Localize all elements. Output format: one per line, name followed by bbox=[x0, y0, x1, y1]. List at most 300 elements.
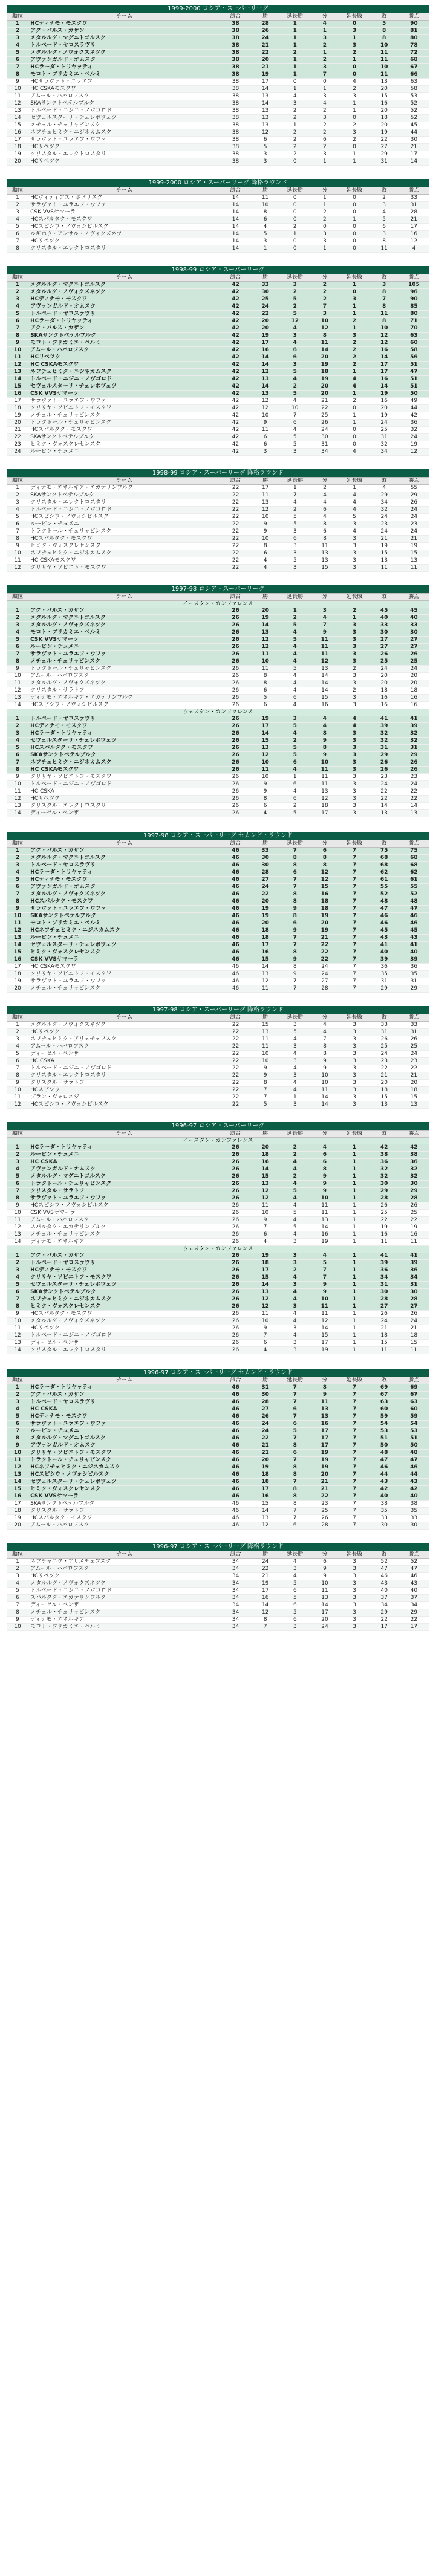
stat-cell: 5 bbox=[250, 144, 280, 151]
stat-cell: 46 bbox=[221, 1471, 250, 1479]
stat-cell: 26 bbox=[399, 651, 429, 658]
stat-cell: 7 bbox=[339, 1486, 369, 1493]
stat-cell: 46 bbox=[369, 913, 399, 920]
team-name: HCラーダ・トリヤッティ bbox=[28, 1144, 221, 1152]
table-row bbox=[7, 788, 429, 796]
rank-cell: 6 bbox=[7, 752, 28, 759]
stat-cell: 3 bbox=[340, 550, 369, 557]
stat-cell: 23 bbox=[310, 1501, 339, 1508]
stat-cell: 0 bbox=[339, 405, 369, 412]
stat-cell: 43 bbox=[399, 1580, 429, 1588]
rank-cell: 5 bbox=[7, 1051, 28, 1058]
stat-cell: 1 bbox=[339, 151, 369, 158]
stat-cell: 26 bbox=[221, 1202, 250, 1210]
stat-cell: 17 bbox=[399, 224, 429, 231]
stat-cell: 31 bbox=[369, 434, 399, 441]
stat-cell: 6 bbox=[280, 920, 310, 927]
table-row bbox=[7, 289, 429, 296]
stat-cell: 26 bbox=[221, 796, 250, 803]
standings-table bbox=[7, 1369, 429, 1530]
stat-cell: 3 bbox=[339, 651, 369, 658]
rank-cell: 5 bbox=[7, 1413, 28, 1421]
stat-cell: 54 bbox=[399, 1421, 429, 1428]
stat-cell: 18 bbox=[369, 115, 399, 122]
column-header: 延長敗 bbox=[340, 478, 369, 485]
stat-cell: 25 bbox=[369, 658, 399, 666]
team-name: セヴェルスターリ・チェレポヴェツ bbox=[28, 1282, 221, 1289]
table-title-bar bbox=[7, 5, 429, 13]
stat-cell: 3 bbox=[339, 774, 369, 781]
team-name: HCスピシウ・ノヴォシビルスク bbox=[28, 224, 221, 231]
table-row bbox=[7, 376, 429, 383]
stat-cell: 0 bbox=[280, 158, 310, 166]
stat-cell: 3 bbox=[280, 282, 310, 289]
stat-cell: 28 bbox=[310, 985, 339, 993]
rank-cell: 13 bbox=[7, 108, 28, 115]
stat-cell: 10 bbox=[310, 1195, 339, 1202]
team-name: モロト・プリカミエ・ペルミ bbox=[28, 340, 221, 347]
stat-cell: 7 bbox=[280, 1399, 310, 1406]
stat-cell: 22 bbox=[221, 1080, 250, 1087]
stat-cell: 5 bbox=[280, 637, 310, 644]
stat-cell: 8 bbox=[280, 1501, 310, 1508]
stat-cell: 3 bbox=[369, 231, 399, 238]
stat-cell: 36 bbox=[369, 1159, 399, 1166]
column-header: 勝 bbox=[250, 840, 280, 848]
stat-cell: 3 bbox=[369, 282, 399, 289]
rank-cell: 10 bbox=[7, 781, 28, 788]
stat-cell: 39 bbox=[399, 723, 429, 730]
stat-cell: 10 bbox=[310, 1580, 339, 1588]
table-row bbox=[7, 245, 429, 253]
stat-cell: 34 bbox=[369, 1602, 399, 1609]
table-row bbox=[7, 144, 429, 151]
stat-cell: 66 bbox=[399, 71, 429, 79]
stat-cell: 22 bbox=[250, 50, 280, 57]
stat-cell: 38 bbox=[369, 1152, 399, 1159]
rank-cell: 6 bbox=[7, 1421, 28, 1428]
table-title: 1997-98 ロシア・スーパーリーグ セカンド・ラウンド bbox=[7, 832, 429, 840]
stat-cell: 48 bbox=[369, 1450, 399, 1457]
stat-cell: 24 bbox=[399, 514, 429, 521]
stat-cell: 0 bbox=[339, 441, 369, 449]
column-header: 延長敗 bbox=[339, 840, 369, 848]
column-header: 勝点 bbox=[399, 478, 429, 485]
stat-cell: 31 bbox=[399, 1282, 429, 1289]
stat-cell: 1 bbox=[339, 1303, 369, 1311]
stat-cell: 62 bbox=[399, 869, 429, 877]
stat-cell: 7 bbox=[339, 1508, 369, 1515]
stat-cell: 3 bbox=[340, 1595, 369, 1602]
column-header: 試合 bbox=[221, 594, 250, 601]
stat-cell: 2 bbox=[310, 108, 339, 115]
stat-cell: 2 bbox=[369, 195, 399, 202]
stat-cell: 1 bbox=[280, 35, 310, 42]
stat-cell: 42 bbox=[221, 420, 250, 427]
stat-cell: 3 bbox=[280, 528, 310, 536]
stat-cell: 45 bbox=[399, 927, 429, 935]
stat-cell: 3 bbox=[280, 1101, 310, 1109]
stat-cell: 7 bbox=[339, 964, 369, 971]
stat-cell: 9 bbox=[250, 788, 280, 796]
stat-cell: 8 bbox=[310, 521, 339, 528]
stat-cell: 1 bbox=[339, 1224, 369, 1231]
rank-cell: 6 bbox=[7, 644, 28, 651]
column-header: 勝 bbox=[250, 1014, 280, 1022]
stat-cell: 22 bbox=[221, 1058, 250, 1065]
stat-cell: 1 bbox=[280, 86, 310, 93]
stat-cell: 62 bbox=[369, 869, 399, 877]
stat-cell: 22 bbox=[221, 565, 250, 572]
stat-cell: 1 bbox=[339, 1289, 369, 1296]
stat-cell: 90 bbox=[399, 296, 429, 303]
stat-cell: 15 bbox=[310, 1332, 339, 1340]
stat-cell: 4 bbox=[280, 1289, 310, 1296]
stat-cell: 29 bbox=[399, 492, 429, 499]
stat-cell: 11 bbox=[310, 1087, 339, 1094]
stat-cell: 22 bbox=[221, 528, 250, 536]
rank-cell: 12 bbox=[7, 100, 28, 108]
stat-cell: 51 bbox=[399, 362, 429, 369]
table-row bbox=[7, 492, 429, 499]
stat-cell: 24 bbox=[250, 884, 280, 891]
table-row bbox=[7, 296, 429, 303]
stat-cell: 52 bbox=[399, 108, 429, 115]
table-row bbox=[7, 1144, 429, 1152]
rank-cell: 22 bbox=[7, 434, 28, 441]
stat-cell: 2 bbox=[280, 383, 310, 391]
stat-cell: 26 bbox=[399, 1311, 429, 1318]
stat-cell: 18 bbox=[310, 803, 339, 810]
table-row bbox=[7, 1282, 429, 1289]
team-name: サラヴァト・ユラエフ・ウファ bbox=[28, 137, 221, 144]
table-row bbox=[7, 716, 429, 723]
stat-cell: 4 bbox=[280, 702, 310, 709]
stat-cell: 46 bbox=[221, 869, 250, 877]
table-row bbox=[7, 1435, 429, 1442]
stat-cell: 26 bbox=[221, 1260, 250, 1267]
stat-cell: 26 bbox=[221, 1188, 250, 1195]
stat-cell: 6 bbox=[250, 550, 280, 557]
rank-cell: 5 bbox=[7, 745, 28, 752]
stat-cell: 22 bbox=[399, 796, 429, 803]
stat-cell: 16 bbox=[310, 702, 339, 709]
stat-cell: 67 bbox=[369, 1392, 399, 1399]
stat-cell: 8 bbox=[280, 862, 310, 869]
column-header: 試合 bbox=[221, 1131, 250, 1138]
stat-cell: 45 bbox=[399, 608, 429, 615]
team-name: HCディナモ・モスクワ bbox=[28, 1413, 221, 1421]
stat-cell: 20 bbox=[399, 680, 429, 687]
stat-cell: 67 bbox=[399, 64, 429, 71]
stat-cell: 32 bbox=[369, 507, 399, 514]
stat-cell: 37 bbox=[399, 1595, 429, 1602]
stat-cell: 3 bbox=[339, 333, 369, 340]
stat-cell: 1 bbox=[310, 50, 339, 57]
team-name: HC CSKA bbox=[28, 1159, 221, 1166]
team-name: モロト・プリカミエ・ペルミ bbox=[28, 1624, 221, 1631]
stat-cell: 15 bbox=[250, 956, 280, 964]
stat-cell: 3 bbox=[340, 1087, 369, 1094]
stat-cell: 10 bbox=[250, 658, 280, 666]
stat-cell: 60 bbox=[369, 1406, 399, 1413]
team-name: サラヴァト・ユラエフ・ウファ bbox=[28, 398, 221, 405]
stat-cell: 13 bbox=[250, 376, 280, 383]
stat-cell: 3 bbox=[340, 1080, 369, 1087]
stat-cell: 26 bbox=[221, 1303, 250, 1311]
team-name: ネフチェヒミク・ニジネカムスク bbox=[28, 369, 221, 376]
stat-cell: 55 bbox=[369, 884, 399, 891]
stat-cell: 26 bbox=[399, 1202, 429, 1210]
stat-cell: 26 bbox=[221, 1217, 250, 1224]
stat-cell: 4 bbox=[280, 1166, 310, 1173]
stat-cell: 17 bbox=[250, 723, 280, 730]
stat-cell: 27 bbox=[369, 644, 399, 651]
stat-cell: 19 bbox=[310, 1464, 339, 1471]
stat-cell: 4 bbox=[280, 687, 310, 695]
table-row bbox=[7, 891, 429, 898]
stat-cell: 3 bbox=[340, 1602, 369, 1609]
stat-cell: 38 bbox=[369, 1501, 399, 1508]
stat-cell: 12 bbox=[280, 318, 310, 325]
team-name: クリスタル・サラトフ bbox=[28, 687, 221, 695]
stat-cell: 25 bbox=[310, 1508, 339, 1515]
stat-cell: 6 bbox=[369, 224, 399, 231]
team-name: アムール・ハバロフスク bbox=[28, 1043, 221, 1051]
stat-cell: 3 bbox=[340, 1101, 369, 1109]
stat-cell: 42 bbox=[221, 369, 250, 376]
stat-cell: 30 bbox=[369, 1181, 399, 1188]
stat-cell: 15 bbox=[250, 738, 280, 745]
column-header: 勝 bbox=[250, 478, 280, 485]
stat-cell: 7 bbox=[339, 1428, 369, 1435]
stat-cell: 9 bbox=[310, 629, 339, 637]
team-name: HCスパルタク・モスクワ bbox=[28, 1515, 221, 1522]
table-row bbox=[7, 1036, 429, 1043]
stat-cell: 1 bbox=[339, 391, 369, 398]
team-name: メチェル・チェリャビンスク bbox=[28, 1609, 221, 1617]
stat-cell: 40 bbox=[369, 615, 399, 622]
stat-cell: 3 bbox=[250, 151, 280, 158]
stat-cell: 11 bbox=[250, 427, 280, 434]
stat-cell: 17 bbox=[250, 942, 280, 949]
stat-cell: 6 bbox=[250, 1340, 280, 1347]
stat-cell: 27 bbox=[369, 144, 399, 151]
rank-cell: 7 bbox=[7, 1065, 28, 1072]
table-row bbox=[7, 869, 429, 877]
team-name: トルペード・ヤロスラヴリ bbox=[28, 862, 221, 869]
stat-cell: 47 bbox=[399, 369, 429, 376]
team-name: HCリペツク bbox=[28, 238, 221, 245]
rank-cell: 19 bbox=[7, 151, 28, 158]
stat-cell: 0 bbox=[310, 224, 339, 231]
stat-cell: 32 bbox=[399, 738, 429, 745]
table-row bbox=[7, 231, 429, 238]
stat-cell: 4 bbox=[280, 1296, 310, 1303]
stat-cell: 3 bbox=[280, 716, 310, 723]
stat-cell: 14 bbox=[250, 1166, 280, 1173]
stat-cell: 29 bbox=[369, 985, 399, 993]
team-name: サラヴァト・ユラエフ・ウファ bbox=[28, 1195, 221, 1202]
stat-cell: 13 bbox=[250, 745, 280, 752]
table-row bbox=[7, 354, 429, 362]
table-row bbox=[7, 680, 429, 687]
stat-cell: 10 bbox=[369, 325, 399, 333]
stat-cell: 41 bbox=[399, 1253, 429, 1260]
rank-cell: 18 bbox=[7, 405, 28, 412]
stat-cell: 6 bbox=[280, 695, 310, 702]
stat-cell: 11 bbox=[369, 565, 399, 572]
rank-cell: 1 bbox=[7, 716, 28, 723]
stat-cell: 28 bbox=[399, 209, 429, 216]
stat-cell: 34 bbox=[221, 1624, 250, 1631]
stat-cell: 4 bbox=[280, 376, 310, 383]
rank-cell: 3 bbox=[7, 622, 28, 629]
rank-cell: 10 bbox=[7, 1624, 28, 1631]
stat-cell: 27 bbox=[369, 1303, 399, 1311]
stat-cell: 11 bbox=[369, 71, 399, 79]
table-row bbox=[7, 971, 429, 978]
team-name: アムール・ハバロフスク bbox=[28, 347, 221, 354]
stat-cell: 22 bbox=[399, 1617, 429, 1624]
stat-cell: 0 bbox=[339, 195, 369, 202]
stat-cell: 9 bbox=[310, 1566, 339, 1573]
column-header: 試合 bbox=[221, 274, 250, 282]
rank-cell: 23 bbox=[7, 441, 28, 449]
rank-cell: 19 bbox=[7, 978, 28, 985]
stat-cell: 16 bbox=[369, 398, 399, 405]
stat-cell: 18 bbox=[310, 898, 339, 906]
rank-cell: 12 bbox=[7, 1332, 28, 1340]
stat-cell: 1 bbox=[339, 1253, 369, 1260]
team-name: トルペード・ヤロスラヴリ bbox=[28, 716, 221, 723]
stat-cell: 3 bbox=[339, 93, 369, 100]
column-header: 勝 bbox=[250, 187, 280, 195]
team-name: トルペード・ヤロスラヴリ bbox=[28, 311, 221, 318]
stat-cell: 40 bbox=[399, 615, 429, 622]
column-header: 延長勝 bbox=[280, 13, 310, 21]
stat-cell: 21 bbox=[250, 1450, 280, 1457]
stat-cell: 14 bbox=[310, 1101, 339, 1109]
stat-cell: 26 bbox=[221, 1253, 250, 1260]
stat-cell: 1 bbox=[339, 412, 369, 420]
stat-cell: 38 bbox=[221, 57, 250, 64]
stat-cell: 38 bbox=[221, 144, 250, 151]
team-name: クリスタル・エレクトロスタリ bbox=[28, 803, 221, 810]
stat-cell: 8 bbox=[280, 855, 310, 862]
stat-cell: 30 bbox=[250, 855, 280, 862]
column-header: 分 bbox=[310, 840, 339, 848]
stat-cell: 24 bbox=[310, 971, 339, 978]
stat-cell: 2 bbox=[339, 362, 369, 369]
stat-cell: 7 bbox=[339, 1515, 369, 1522]
stat-cell: 8 bbox=[250, 1617, 280, 1624]
conference-subheader bbox=[7, 709, 429, 716]
stat-cell: 1 bbox=[339, 57, 369, 64]
stat-cell: 38 bbox=[221, 137, 250, 144]
rank-cell: 8 bbox=[7, 1195, 28, 1202]
stat-cell: 12 bbox=[250, 1303, 280, 1311]
stat-cell: 2 bbox=[339, 86, 369, 93]
table-row bbox=[7, 730, 429, 738]
rank-cell: 2 bbox=[7, 289, 28, 296]
stat-cell: 27 bbox=[250, 877, 280, 884]
team-name: メチェル・チェリャビンスク bbox=[28, 985, 221, 993]
column-header: 勝点 bbox=[399, 840, 429, 848]
team-name: ルービン・チュメニ bbox=[28, 449, 221, 456]
stat-cell: 52 bbox=[399, 891, 429, 898]
stat-cell: 2 bbox=[310, 289, 339, 296]
stat-cell: 14 bbox=[310, 1325, 339, 1332]
stat-cell: 26 bbox=[221, 1166, 250, 1173]
stat-cell: 13 bbox=[250, 115, 280, 122]
table-row bbox=[7, 50, 429, 57]
stat-cell: 34 bbox=[221, 1602, 250, 1609]
stat-cell: 34 bbox=[399, 1274, 429, 1282]
table-row bbox=[7, 978, 429, 985]
stat-cell: 12 bbox=[310, 658, 339, 666]
table-row bbox=[7, 340, 429, 347]
team-name: CSK VVSサマーラ bbox=[28, 1493, 221, 1501]
team-name: ルービン・チュメニ bbox=[28, 521, 221, 528]
rank-cell: 3 bbox=[7, 1159, 28, 1166]
stat-cell: 26 bbox=[221, 788, 250, 796]
stat-cell: 42 bbox=[221, 340, 250, 347]
stat-cell: 19 bbox=[310, 1239, 339, 1246]
rank-cell: 15 bbox=[7, 122, 28, 129]
table-row bbox=[7, 1217, 429, 1224]
stat-cell: 26 bbox=[221, 1181, 250, 1188]
stat-cell: 7 bbox=[339, 891, 369, 898]
team-name: HCディナモ・モスクワ bbox=[28, 296, 221, 303]
stat-cell: 4 bbox=[280, 1573, 310, 1580]
rank-cell: 13 bbox=[7, 695, 28, 702]
stat-cell: 41 bbox=[399, 942, 429, 949]
stat-cell: 22 bbox=[369, 137, 399, 144]
stat-cell: 6 bbox=[280, 1617, 310, 1624]
stat-cell: 18 bbox=[250, 1479, 280, 1486]
stat-cell: 24 bbox=[310, 964, 339, 971]
stat-cell: 12 bbox=[250, 637, 280, 644]
table-title: 1998-99 ロシア・スーパーリーグ 降格ラウンド bbox=[7, 469, 429, 478]
rank-cell: 5 bbox=[7, 50, 28, 57]
table-row bbox=[7, 405, 429, 412]
stat-cell: 1 bbox=[339, 1332, 369, 1340]
stat-cell: 7 bbox=[339, 978, 369, 985]
stat-cell: 15 bbox=[399, 1094, 429, 1101]
stat-cell: 78 bbox=[399, 42, 429, 50]
stat-cell: 18 bbox=[399, 1332, 429, 1340]
stat-cell: 46 bbox=[221, 1508, 250, 1515]
stat-cell: 21 bbox=[369, 536, 399, 543]
stat-cell: 8 bbox=[280, 964, 310, 971]
stat-cell: 42 bbox=[221, 333, 250, 340]
table-row bbox=[7, 238, 429, 245]
team-name: HCリペツク bbox=[28, 1325, 221, 1332]
team-name: HCラーダ・トリヤッティ bbox=[28, 1384, 221, 1392]
stat-cell: 22 bbox=[369, 1617, 399, 1624]
stat-cell: 11 bbox=[310, 1588, 339, 1595]
stat-cell: 23 bbox=[369, 1058, 399, 1065]
stat-cell: 7 bbox=[280, 492, 310, 499]
team-name: HC CSKAモスクワ bbox=[28, 767, 221, 774]
stat-cell: 20 bbox=[369, 108, 399, 115]
team-name: アヴァンガルド・オムスク bbox=[28, 1166, 221, 1173]
stat-cell: 51 bbox=[399, 383, 429, 391]
stat-cell: 31 bbox=[250, 1384, 280, 1392]
stat-cell: 6 bbox=[250, 434, 280, 441]
rank-cell: 9 bbox=[7, 1442, 28, 1450]
